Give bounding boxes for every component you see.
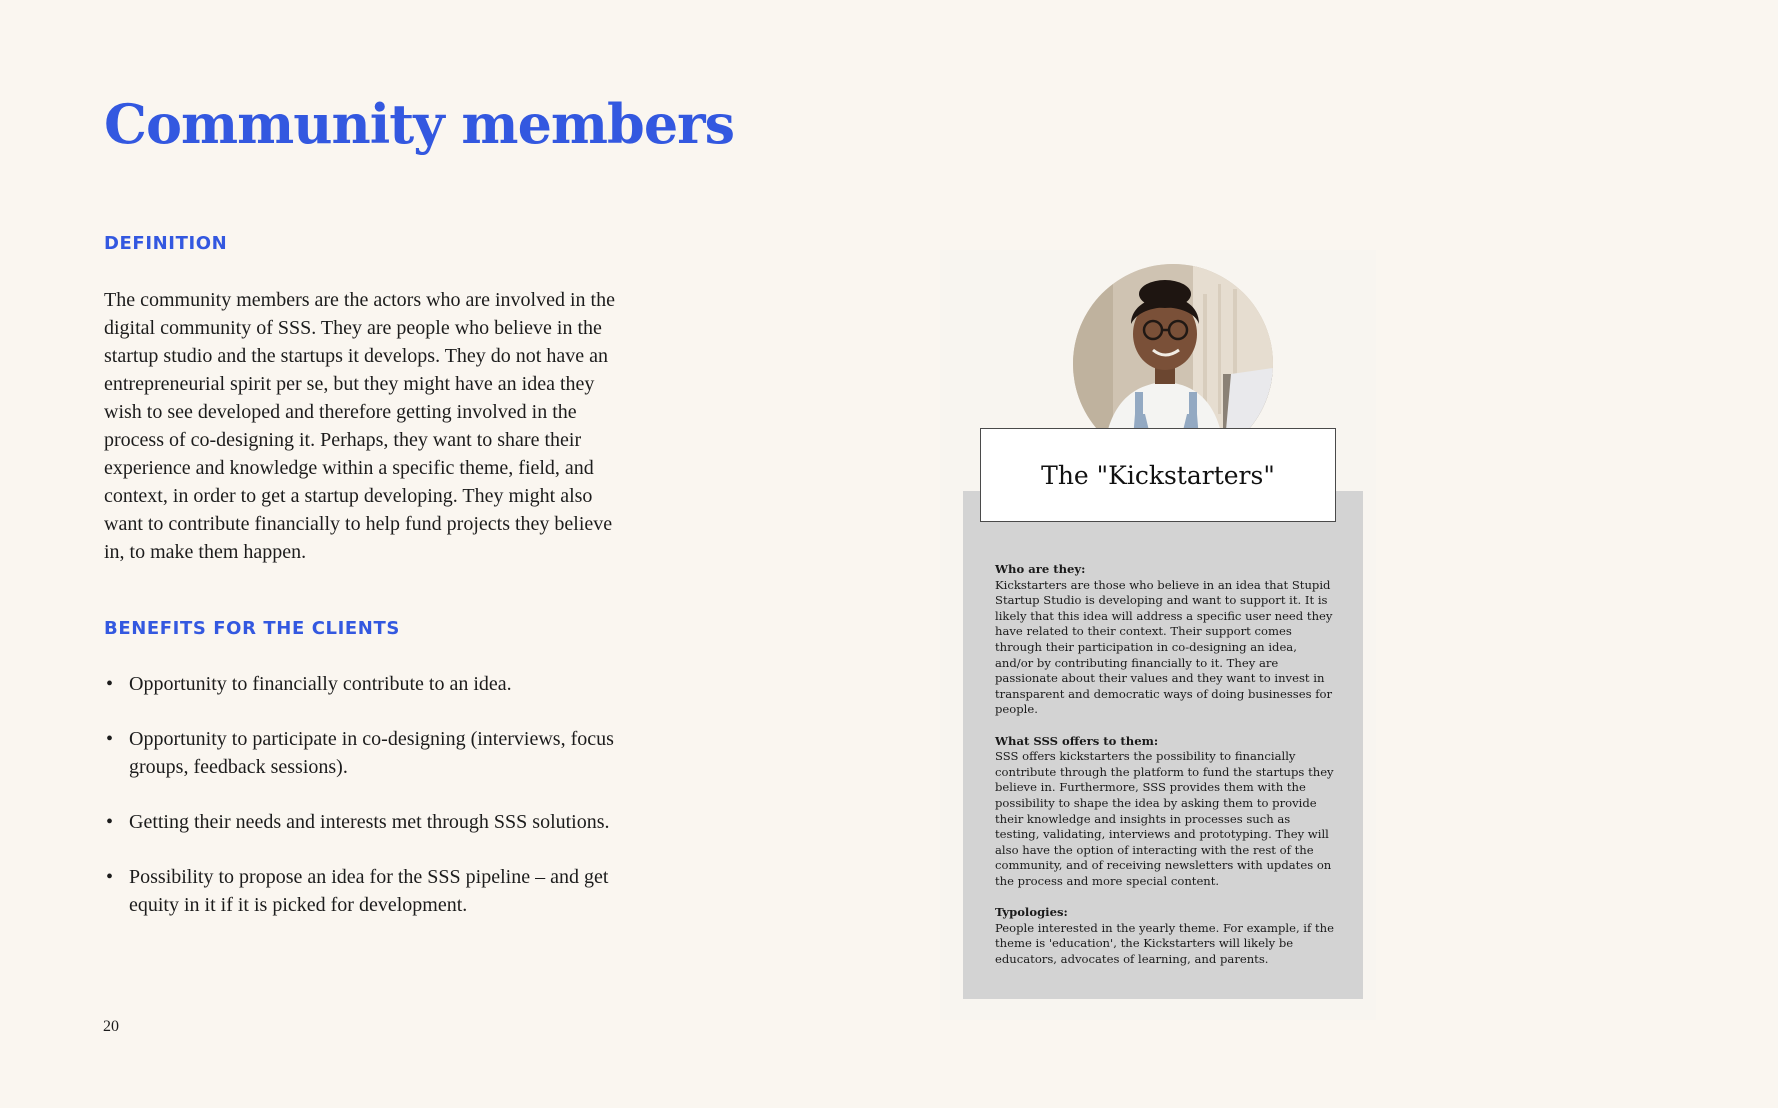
page-number: 20	[103, 1018, 119, 1035]
benefits-label: BENEFITS FOR THE CLIENTS	[104, 618, 400, 639]
persona-section-text: Kickstarters are those who believe in an idea that Stupid Startup Studio is developing and want to support it. It is likely that this idea will address a specific user need they have related to their context. Their support comes through their participation in co-designing an idea, and/or by contributing financially to it. They are passionate about their values and they want to invest in transparent and democratic ways of doing businesses for people.	[995, 577, 1333, 717]
definition-label: DEFINITION	[104, 233, 228, 254]
benefits-list	[104, 670, 624, 946]
persona-section-text: SSS offers kickstarters the possibility to financially contribute through the platform to fund the startups they believe in. Furthermore, SSS provides them with the possibility to shape the idea by asking them to provide their knowledge and insights in processes such as testing, validating, interviews and prototyping. They will also have the option of interacting with the rest of the community, and of receiving newsletters with updates on the process and more special content.	[995, 749, 1334, 888]
bullet-icon: •	[106, 728, 114, 750]
persona-section-typologies	[995, 905, 1335, 967]
definition-text: The community members are the actors who are involved in the digital community of SSS. They are people who believe in the startup studio and the startups it develops. They do not have an entrepreneurial spirit per se, but they might have an idea they wish to see developed and therefore getting involved in the process of co-designing it. Perhaps, they want to share their experience and knowledge within a specific theme, field, and context, in order to get a startup developing. They might also want to contribute financially to help fund projects they believe in, to make them happen.	[104, 289, 615, 563]
bullet-icon: •	[106, 673, 114, 695]
persona-section-text: People interested in the yearly theme. For example, if the theme is 'education', the Kickstarters will likely be educators, advocates of learning, and parents.	[995, 920, 1334, 966]
list-item	[104, 808, 624, 836]
persona-section-heading: Typologies:	[995, 905, 1068, 920]
persona-section-who	[995, 562, 1335, 718]
benefit-text: Possibility to propose an idea for the SSS pipeline – and get equity in it if it is picked for development.	[129, 866, 609, 916]
page-title: Community members	[104, 92, 735, 156]
list-item	[104, 863, 624, 919]
bullet-icon: •	[106, 866, 114, 888]
bullet-icon: •	[106, 811, 114, 833]
list-item	[104, 670, 624, 698]
benefit-text: Opportunity to financially contribute to an idea.	[129, 673, 512, 695]
persona-section-heading: Who are they:	[995, 562, 1086, 576]
persona-section-heading: What SSS offers to them:	[995, 733, 1159, 748]
benefit-text: Opportunity to participate in co-designing (interviews, focus groups, feedback sessions).	[129, 728, 614, 778]
benefit-text: Getting their needs and interests met through SSS solutions.	[129, 811, 610, 833]
persona-description	[995, 562, 1335, 983]
persona-section-offers	[995, 734, 1335, 890]
persona-name: The "Kickstarters"	[1041, 460, 1275, 490]
list-item	[104, 725, 624, 781]
persona-name-box	[980, 428, 1336, 522]
